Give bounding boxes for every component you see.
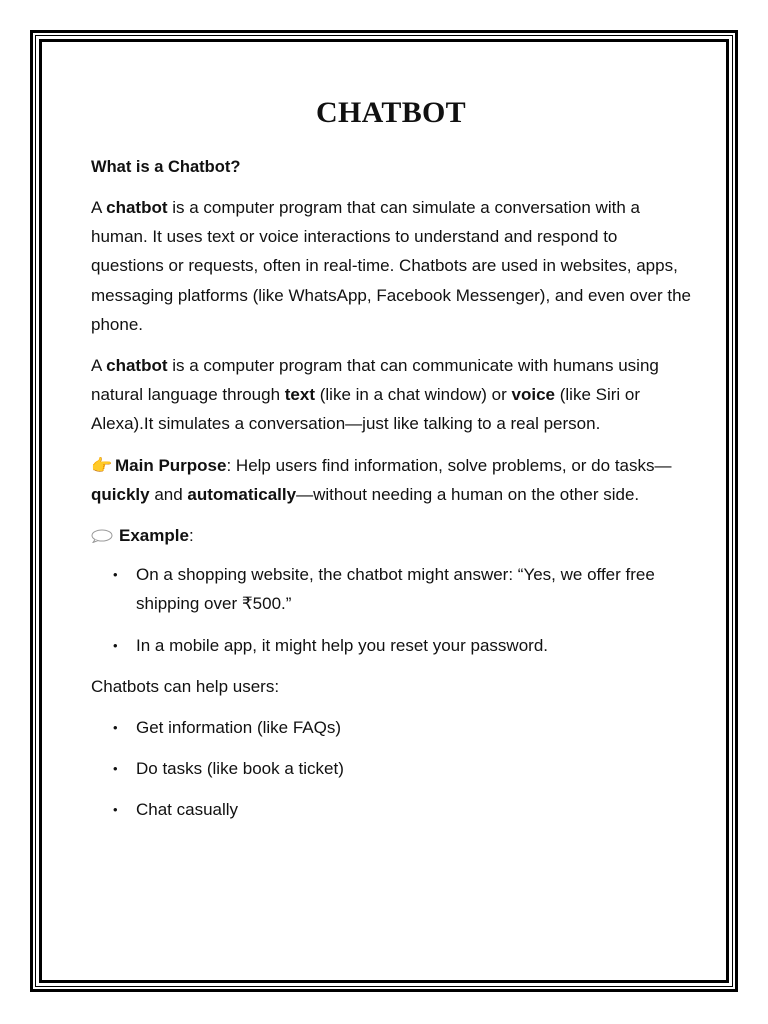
document-body [91, 90, 691, 837]
bold-term: voice [511, 385, 556, 405]
list-item: • Do tasks (like book a ticket) [91, 754, 691, 783]
bold-term: text [284, 385, 315, 405]
paragraph-definition [91, 193, 691, 339]
bold-term: automatically [187, 484, 297, 504]
help-intro: Chatbots can help users: [91, 676, 280, 696]
example-heading [91, 521, 691, 550]
example-list [91, 560, 691, 660]
text-run: : [188, 526, 194, 546]
paragraph-communication [91, 351, 691, 439]
text-run: is a computer program that can simulate a conversation with a human. It uses text or voice interactions to understand and respond to questions or requests, often in real-time. Chatbots are used in websites, apps, messaging platforms (like WhatsApp, Facebook Messenger), and even over the phone. [91, 198, 692, 334]
pointing-hand-icon: 👉 [91, 455, 113, 475]
text-run: is a computer program that can communicate with humans using natural language through [91, 356, 659, 405]
text-run: —without needing a human on the other side. [296, 484, 640, 504]
text-run: and [149, 484, 188, 504]
bold-term: chatbot [106, 198, 168, 217]
example-label: Example [119, 526, 189, 546]
text-run: A [91, 198, 107, 217]
text-run: (like in a chat window) or [315, 385, 512, 405]
list-item: • On a shopping website, the chatbot might answer: “Yes, we offer free shipping over ₹500.” [91, 560, 691, 618]
speech-bubble-icon [91, 529, 113, 543]
main-purpose-label: Main Purpose [115, 455, 227, 475]
text-run: : Help users find information, solve problems, or do tasks— [226, 455, 672, 475]
section-heading: What is a Chatbot? [91, 158, 241, 176]
bold-term: quickly [91, 484, 150, 504]
list-item: • Chat casually [91, 795, 691, 824]
document-title: CHATBOT [316, 96, 466, 129]
help-list [91, 713, 691, 825]
text-run: (like Siri or Alexa).It simulates a conversation—just like talking to a real person. [91, 385, 641, 434]
list-item: • In a mobile app, it might help you reset your password. [91, 631, 691, 660]
list-item: • Get information (like FAQs) [91, 713, 691, 742]
paragraph-main-purpose [91, 451, 691, 509]
bold-term: chatbot [106, 356, 168, 376]
text-run: A [91, 356, 107, 376]
